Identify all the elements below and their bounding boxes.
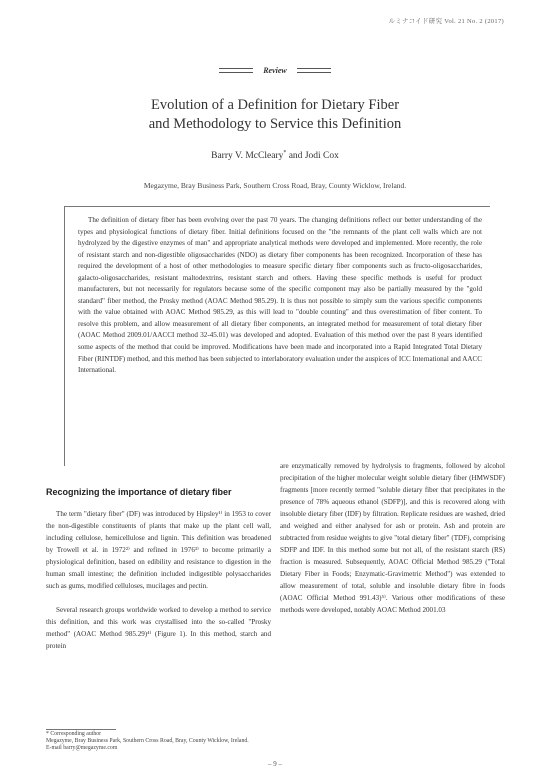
right-column [280,460,505,616]
corresponding-mark: * [283,150,287,156]
author-list [0,150,550,161]
author-name: Jodi Cox [304,151,339,162]
article-title [0,96,550,134]
author-conjunction: and [286,151,305,162]
section-label: Review [263,66,287,75]
footnote [46,731,506,753]
affiliation: Megazyme, Bray Business Park, Southern Cross Road, Bray, County Wicklow, Ireland. [143,181,407,190]
left-column [46,486,271,652]
page-number: – 9 – [268,760,282,768]
article-title-line2: and Methodology to Service this Definition [148,116,402,132]
footnote-line: * Corresponding author [46,731,102,737]
section-heading: Recognizing the importance of dietary fiber [46,487,232,497]
right-double-rule [297,68,331,73]
body-paragraph: are enzymatically removed by hydrolysis to fragments, followed by alcohol precipitation of the higher molecular weight soluble dietary fiber (HMWSDF) fragments [more recently termed "soluble dietary fiber that precipitates in the presence of 78% aqueous ethanol (SDFP)], and this is recovered along with insoluble dietary fiber (IDF) by filtration. Replicate residues are washed, dried and weighed and either analysed for ash or protein. Ash and protein are subtracted from residue weights to give "total dietary fiber" (TDF), comprising SDFP and IDF. In this method some but not all, of the resistant starch (RS) fraction is measured. Subsequently, AOAC Official Method 985.29 ("Total Dietary Fiber in Foods; Enzymatic-Gravimetric Method") was extended to allow measurement of total, soluble and insoluble dietary fibre in foods (AOAC Official Method 991.43)⁵⁾. Various other modifications of these methods were developed, notably AOAC Method 2001.03 [280,462,505,614]
footnote-line: Megazyme, Bray Business Park, Southern Cross Road, Bray, County Wicklow, Ireland. [46,738,249,745]
footnote-rule [46,729,116,730]
article-title-line1: Evolution of a Definition for Dietary Fiber [150,97,400,113]
body-paragraph: Several research groups worldwide worked to develop a method to service this definition, and this work was crystallised into the so-called "Prosky method" (AOAC Method 985.29)⁴⁾ (Figure 1). In this method, starch and protein [46,606,271,650]
section-label-row [0,66,550,75]
body-paragraph: The term "dietary fiber" (DF) was introduced by Hipsley¹⁾ in 1953 to cover the non-digestible constituents of plants that make up the plant cell wall, including cellulose, hemicellulose and lignin. This definition was broadened by Trowell et al. in 1972²⁾ and refined in 1976³⁾ to become primarily a physiological definition, based on edibility and resistance to digestion in the human small intestine; the definition included indigestible polysaccharides such as gums, modified celluloses, mucilages and pectin. [46,510,271,590]
author-name: Barry V. McCleary [211,151,284,162]
left-double-rule [219,68,253,73]
footnote-email: E-mail barry@megazyme.com [46,745,118,752]
abstract: The definition of dietary fiber has been evolving over the past 70 years. The changing definitions reflect our better understanding of the types and physiological functions of dietary fiber. Initial definitions focused on the "the remnants of the plant cell walls which are not hydrolyzed by the digestive enzymes of man" and appropriate analytical methods were developed and implemented. More recently, the role of resistant starch and non-digestible oligosaccharides (NDO) as dietary fiber components has been recognized. Incorporation of these has required the development of a host of other methodologies to measure specific dietary fiber components such as fructo-oligosaccharides, galacto-oligosaccharides, resistant maltodextrins, resistant starch and others. Having these specific methods is useful for product manufacturers, but not necessarily for regulators because some of the specific component may also be partially measured by the "gold standard" fiber method, the Prosky method (AOAC Method 985.29). It is thus not possible to simply sum the various specific components with the value obtained with AOAC Method 985.29, as this will lead to "double counting" and thus overestimation of fiber content. To resolve this problem, and allow measurement of all dietary fiber components, an integrated method for measurement of total dietary fiber (AOAC Method 2009.01/AACCI method 32-45.01) was developed and adopted. Evaluation of this method over the past 8 years identified some aspects of the method that could be improved. Modifications have been made and incorporated into a Rapid Integrated Total Dietary Fiber (RINTDF) method, and this method has been subjected to interlaboratory evaluation under the auspices of ICC International and AACC International. [78,216,482,375]
running-head: ルミナコイド研究 Vol. 21 No. 2 (2017) [388,18,504,25]
